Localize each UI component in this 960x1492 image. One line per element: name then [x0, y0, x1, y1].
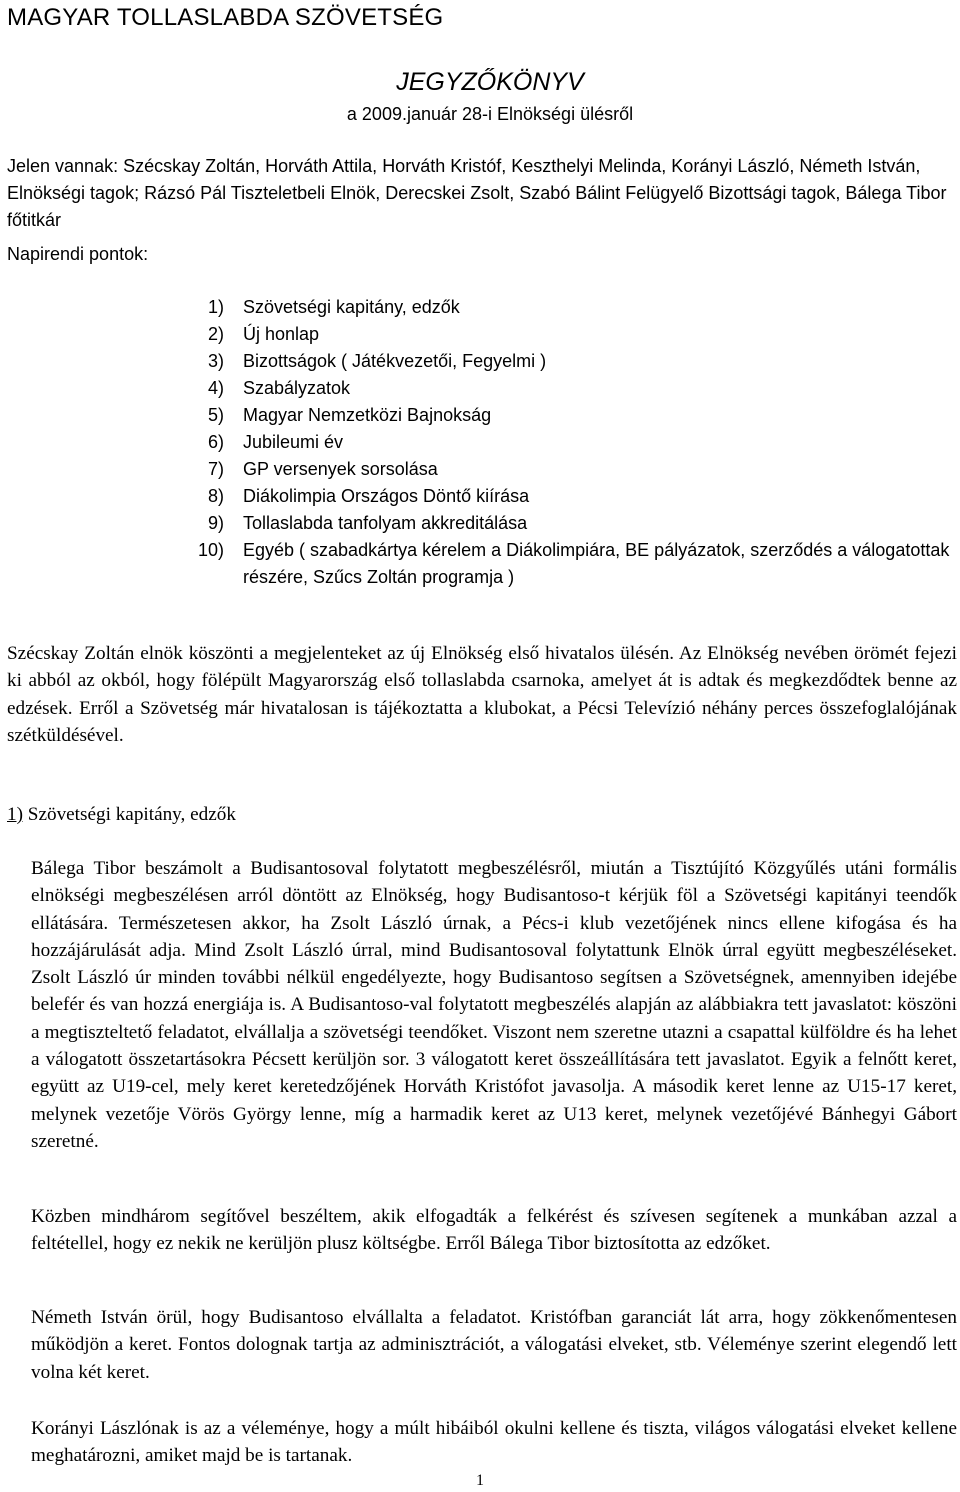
document-title: JEGYZŐKÖNYV	[396, 68, 584, 96]
agenda-item-number: 9)	[208, 513, 225, 533]
agenda-item	[7, 429, 957, 456]
agenda-label: Napirendi pontok:	[7, 244, 149, 264]
agenda-item	[7, 483, 957, 510]
agenda-item	[7, 402, 957, 429]
attendees-paragraph: Jelen vannak: Szécskay Zoltán, Horváth Attila, Horváth Kristóf, Keszthelyi Melinda, Korányi László, Németh István, Elnökségi tagok; Rázsó Pál Tiszteletbeli Elnök, Derecskei Zsolt, Szabó Bálint Felügyelő Bizottsági tagok, Bálega Tibor főtitkár	[7, 156, 947, 230]
agenda-item-text: Szövetségi kapitány, edzők	[243, 297, 460, 317]
agenda-item	[7, 510, 957, 537]
agenda-item-number: 2)	[208, 324, 225, 344]
document-subtitle: a 2009.január 28-i Elnökségi ülésről	[346, 104, 634, 124]
agenda-list	[7, 294, 957, 591]
page-number: 1	[476, 1472, 484, 1489]
agenda-item-number: 6)	[208, 432, 225, 452]
agenda-item	[7, 537, 957, 591]
agenda-item-text: Bizottságok ( Játékvezetői, Fegyelmi )	[243, 351, 547, 371]
agenda-item-text: Szabályzatok	[243, 378, 351, 398]
agenda-item-number: 1)	[208, 297, 225, 317]
agenda-item-text: Tollaslabda tanfolyam akkreditálása	[243, 513, 528, 533]
section-1-title: Szövetségi kapitány, edzők	[27, 804, 236, 825]
agenda-item-number: 4)	[208, 378, 225, 398]
agenda-item-number: 10)	[198, 540, 225, 560]
agenda-item	[7, 321, 957, 348]
intro-paragraph: Szécskay Zoltán elnök köszönti a megjelenteket az új Elnökség első hivatalos ülésén. Az Elnökség nevében örömét fejezi ki abból az okból, hogy fölépült Magyarország első tollaslabda csarnoka, amelyet át is adtak és megkezdődtek benne az edzések. Erről a Szövetség már hivatalosan is tájékoztatta a klubokat, a Pécsi Televízió néhány perces összefoglalójának szétküldésével.	[7, 643, 957, 746]
agenda-item-text: Egyéb ( szabadkártya kérelem a Diákolimpiára, BE pályázatok, szerződés a válogatottak részére, Szűcs Zoltán programja )	[243, 540, 950, 587]
section-1-heading	[7, 801, 957, 828]
agenda-item	[7, 348, 957, 375]
agenda-item-text: Jubileumi év	[243, 432, 344, 452]
section-1-paragraph: Korányi Lászlónak is az a véleménye, hogy a múlt hibáiból okulni kellene és tiszta, világos válogatási elveket kellene meghatározni, amiket majd be is tartanak.	[31, 1418, 957, 1467]
agenda-item-text: Diákolimpia Országos Döntő kiírása	[243, 486, 530, 506]
agenda-item-number: 5)	[208, 405, 225, 425]
agenda-item	[7, 375, 957, 402]
organization-name: MAGYAR TOLLASLABDA SZÖVETSÉG	[7, 4, 444, 31]
section-1-number: 1)	[7, 804, 23, 825]
agenda-item-number: 7)	[208, 459, 225, 479]
agenda-item-text: Új honlap	[243, 324, 320, 344]
agenda-item-number: 3)	[208, 351, 225, 371]
section-1-paragraph: Közben mindhárom segítővel beszéltem, akik elfogadták a felkérést és szívesen segítenek a munkában azzal a feltétellel, hogy ez nekik ne kerüljön plusz költségbe. Erről Bálega Tibor biztosította az edzőket.	[31, 1206, 957, 1255]
agenda-item-text: Magyar Nemzetközi Bajnokság	[243, 405, 492, 425]
agenda-item	[7, 456, 957, 483]
agenda-item-number: 8)	[208, 486, 225, 506]
agenda-item	[7, 294, 957, 321]
section-1-paragraph: Bálega Tibor beszámolt a Budisantosoval folytatott megbeszélésről, miután a Tisztújító Közgyűlés utáni formális elnökségi megbeszélésen arról döntött az Elnökség, hogy Budisantoso-t kérjük föl a Szövetségi kapitányi teendők ellátására. Természetesen akkor, ha Zsolt László úrnak, a Pécs-i klub vezetőjének nincs ellene kifogása és ha hozzájárulását adja. Mind Zsolt László úrral, mind Budisantosoval folytattunk Elnök úrral együtt megbeszéléseket. Zsolt László úr minden további nélkül engedélyezte, hogy Budisantoso segítsen a Szövetségnek, amennyiben idejébe belefér és van hozzá energiája is. A Budisantoso-val folytatott megbeszélés alapján az alábbiakra tett javaslatot: köszöni a megtiszteltető feladatot, elvállalja a szövetségi teendőket. Viszont nem szeretne utazni a csapattal külföldre és ha lehet a válogatott összetartásokra Pécsett kerüljön sor. 3 válogatott keret összeállítására tett javaslatot. Egyik a felnőtt keret, együtt az U19-cel, mely keret keretedzőjének Horváth Kristófot javasolja. A második keret lenne az U15-17 keret, melynek vezetője Vörös György lenne, míg a harmadik keret az U13 keret, melynek vezetőjévé Bánhegyi Gábort szeretné.	[31, 858, 957, 1152]
agenda-item-text: GP versenyek sorsolása	[243, 459, 438, 479]
section-1-paragraph: Németh István örül, hogy Budisantoso elvállalta a feladatot. Kristófban garanciát lát arra, hogy zökkenőmentesen működjön a keret. Fontos dolognak tartja az adminisztrációt, a válogatási elveket, stb. Véleménye szerint elegendő lett volna két keret.	[31, 1307, 957, 1383]
